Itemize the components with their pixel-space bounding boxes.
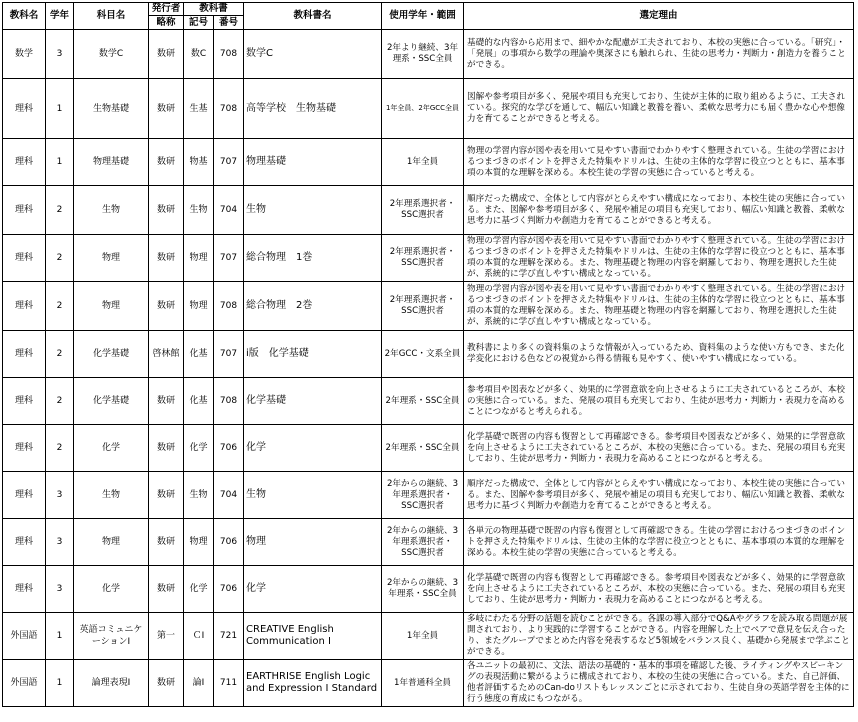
course-cell: 論理表現Ⅰ [74, 660, 149, 707]
grade-cell: 3 [46, 566, 74, 613]
subject-cell: 理科 [3, 425, 46, 472]
number-cell: 707 [214, 139, 244, 186]
scope-cell: 1年普通科全員 [382, 660, 464, 707]
table-row [3, 378, 854, 425]
header-publisher-group: 発行者 [149, 3, 184, 16]
number-cell: 706 [214, 566, 244, 613]
table-row [3, 613, 854, 660]
grade-cell: 2 [46, 235, 74, 282]
number-cell: 708 [214, 282, 244, 331]
code-cell: 生基 [184, 79, 214, 139]
grade-cell: 3 [46, 472, 74, 519]
book-title-cell: 物理 [244, 519, 382, 566]
grade-cell: 2 [46, 331, 74, 378]
subject-cell: 外国語 [3, 660, 46, 707]
header-book-title: 教科書名 [244, 3, 382, 30]
course-cell: 数学C [74, 30, 149, 79]
course-cell: 化学 [74, 425, 149, 472]
publisher-cell: 第一 [149, 613, 184, 660]
publisher-cell: 数研 [149, 425, 184, 472]
grade-cell: 2 [46, 378, 74, 425]
number-cell: 704 [214, 472, 244, 519]
grade-cell: 2 [46, 282, 74, 331]
subject-cell: 理科 [3, 79, 46, 139]
publisher-cell: 数研 [149, 660, 184, 707]
publisher-cell: 数研 [149, 472, 184, 519]
course-cell: 生物 [74, 472, 149, 519]
scope-cell: 2年からの継続、3年理系選択者・SSC選択者 [382, 472, 464, 519]
header-number: 番号 [214, 16, 244, 30]
publisher-cell: 数研 [149, 235, 184, 282]
scope-cell: 1年全員 [382, 613, 464, 660]
scope-cell: 2年理系・SSC全員 [382, 378, 464, 425]
book-title-cell: 生物 [244, 186, 382, 235]
subject-cell: 理科 [3, 519, 46, 566]
publisher-cell: 数研 [149, 79, 184, 139]
table-row [3, 79, 854, 139]
publisher-cell: 数研 [149, 30, 184, 79]
course-cell: 生物基礎 [74, 79, 149, 139]
scope-cell: 2年より継続、3年理系・SSC全員 [382, 30, 464, 79]
reason-cell: 化学基礎で既習の内容も復習として再確認できる。参考項目や図表などが多く、効果的に学習意欲を向上させるように工夫されているところが、本校の実態に合っている。また、発展の項目も充実しており、生徒が思考力・判断力・表現力を高めることにつながると考える。 [464, 566, 854, 613]
book-title-cell: 総合物理 2巻 [244, 282, 382, 331]
course-cell: 物理 [74, 282, 149, 331]
table-row [3, 282, 854, 331]
book-title-cell: i版 化学基礎 [244, 331, 382, 378]
book-title-cell: 化学基礎 [244, 378, 382, 425]
scope-cell: 1年全員、2年GCC全員 [382, 79, 464, 139]
number-cell: 711 [214, 660, 244, 707]
publisher-cell: 啓林館 [149, 331, 184, 378]
code-cell: 生物 [184, 472, 214, 519]
code-cell: 化学 [184, 566, 214, 613]
grade-cell: 1 [46, 660, 74, 707]
grade-cell: 1 [46, 79, 74, 139]
grade-cell: 3 [46, 30, 74, 79]
subject-cell: 理科 [3, 472, 46, 519]
table-row [3, 186, 854, 235]
book-title-cell: 生物 [244, 472, 382, 519]
scope-cell: 1年全員 [382, 139, 464, 186]
header-course: 科目名 [74, 3, 149, 30]
code-cell: 論Ⅰ [184, 660, 214, 707]
reason-cell: 化学基礎で既習の内容も復習として再確認できる。参考項目や図表などが多く、効果的に学習意欲を向上させるように工夫されているところが、本校の実態に合っている。また、発展の項目も充実しており、生徒が思考力・判断力・表現力を高めることにつながると考える。 [464, 425, 854, 472]
course-cell: 化学基礎 [74, 378, 149, 425]
number-cell: 708 [214, 79, 244, 139]
scope-cell: 2年理系選択者・SSC選択者 [382, 186, 464, 235]
reason-cell: 教科書により多くの資料集のような情報が入っているため、資料集のような使い方もでき、また化学変化における色などの視覚から得る情報も見やすく、使いやすい構成になっている。 [464, 331, 854, 378]
book-title-cell: 高等学校 生物基礎 [244, 79, 382, 139]
table-row [3, 30, 854, 79]
book-title-cell: 化学 [244, 425, 382, 472]
number-cell: 721 [214, 613, 244, 660]
code-cell: 生物 [184, 186, 214, 235]
book-title-cell: 物理基礎 [244, 139, 382, 186]
table-row [3, 139, 854, 186]
header-subject: 教科名 [3, 3, 46, 30]
subject-cell: 数学 [3, 30, 46, 79]
grade-cell: 1 [46, 613, 74, 660]
code-cell: ＣⅠ [184, 613, 214, 660]
table-row [3, 235, 854, 282]
reason-cell: 順序だった構成で、全体として内容がとらえやすい構成になっており、本校生徒の実態に合っている。また、図解や参考項目が多く、発展や補足の項目も充実しており、幅広い知識と教養、柔軟な思考力に基づく判断力や創造力を育てることができると考える。 [464, 186, 854, 235]
number-cell: 708 [214, 30, 244, 79]
book-title-cell: 総合物理 1巻 [244, 235, 382, 282]
header-grade: 学年 [46, 3, 74, 30]
book-title-cell: 化学 [244, 566, 382, 613]
scope-cell: 2年からの継続、3年理系・SSC全員 [382, 566, 464, 613]
reason-cell: 物理の学習内容が図や表を用いて見やすい書面でわかりやすく整理されている。生徒の学習におけるつまづきのポイントを押さえた特集やドリルは、生徒の主体的な学習に役立つとともに、基本事項の本質的な理解を深める。また、物理基礎と物理の内容を網羅しており、物理を選択した生徒が、系統的に学び直しやすい構成となっている。 [464, 282, 854, 331]
reason-cell: 基礎的な内容から応用まで、細やかな配慮が工夫されており、本校の実態に合っている。「研究」・「発展」の事項から数学の理論や奥深さにも触れられ、生徒の思考力・判断力・創造力を養うことができる。 [464, 30, 854, 79]
subject-cell: 理科 [3, 139, 46, 186]
header-textbook-group: 教科書 [184, 3, 244, 16]
header-reason: 選定理由 [464, 3, 854, 30]
number-cell: 707 [214, 235, 244, 282]
table-row [3, 472, 854, 519]
subject-cell: 理科 [3, 378, 46, 425]
book-title-cell: CREATIVE English Communication Ⅰ [244, 613, 382, 660]
publisher-cell: 数研 [149, 519, 184, 566]
table-row [3, 425, 854, 472]
code-cell: 化基 [184, 331, 214, 378]
reason-cell: 順序だった構成で、全体として内容がとらえやすい構成になっており、本校生徒の実態に合っている。また、図解や参考項目が多く、発展や補足の項目も充実しており、幅広い知識と教養、柔軟な思考力に基づく判断力や創造力を育てることができると考える。 [464, 472, 854, 519]
subject-cell: 理科 [3, 235, 46, 282]
number-cell: 706 [214, 425, 244, 472]
table-row [3, 519, 854, 566]
reason-cell: 図解や参考項目が多く、発展や項目も充実しており、生徒が主体的に取り組めるように、工夫されている。探究的な学びを通して、幅広い知識と教養を養い、柔軟な思考力にも届く豊かな心や想像力を育てることができると考える。 [464, 79, 854, 139]
table-row [3, 660, 854, 707]
grade-cell: 3 [46, 519, 74, 566]
subject-cell: 理科 [3, 331, 46, 378]
subject-cell: 理科 [3, 186, 46, 235]
course-cell: 生物 [74, 186, 149, 235]
course-cell: 物理基礎 [74, 139, 149, 186]
grade-cell: 1 [46, 139, 74, 186]
reason-cell: 各単元の物理基礎で既習の内容も復習として再確認できる。生徒の学習におけるつまづきのポイントを押さえた特集やドリルは、生徒の主体的な学習に役立つとともに、基本事項の本質的な理解を深める。本校生徒の学習の実態に合っていると考える。 [464, 519, 854, 566]
publisher-cell: 数研 [149, 139, 184, 186]
textbook-selection-table [2, 2, 854, 707]
book-title-cell: EARTHRISE English Logic and Expression Ⅰ Standard [244, 660, 382, 707]
table-row [3, 331, 854, 378]
subject-cell: 理科 [3, 282, 46, 331]
number-cell: 708 [214, 378, 244, 425]
number-cell: 704 [214, 186, 244, 235]
grade-cell: 2 [46, 425, 74, 472]
code-cell: 化基 [184, 378, 214, 425]
publisher-cell: 数研 [149, 378, 184, 425]
book-title-cell: 数学C [244, 30, 382, 79]
scope-cell: 2年理系選択者・SSC選択者 [382, 282, 464, 331]
course-cell: 英語コミュニケーションⅠ [74, 613, 149, 660]
code-cell: 物理 [184, 282, 214, 331]
header-scope: 使用学年・範囲 [382, 3, 464, 30]
course-cell: 物理 [74, 235, 149, 282]
header-publisher-abbr: 略称 [149, 16, 184, 30]
scope-cell: 2年からの継続、3年理系選択者・SSC選択者 [382, 519, 464, 566]
reason-cell: 多岐にわたる分野の話題を読むことができる。各課の導入部分でQ&Aやグラフを読み取る問題が展開されており、より実践的に学習することができる。内容を理解した上でペアで意見を伝え合ったり、またグループでまとめた内容を発表するなど5領域をバランス良く、基礎から発展まで学ぶことができる。 [464, 613, 854, 660]
scope-cell: 2年理系・SSC全員 [382, 425, 464, 472]
header-code: 記号 [184, 16, 214, 30]
code-cell: 化学 [184, 425, 214, 472]
publisher-cell: 数研 [149, 186, 184, 235]
scope-cell: 2年GCC・文系全員 [382, 331, 464, 378]
reason-cell: 参考項目や図表などが多く、効果的に学習意欲を向上させるように工夫されているところが、本校の実態に合っている。また、発展の項目も充実しており、生徒が思考力・判断力・表現力を高めることにつながると考えられる。 [464, 378, 854, 425]
code-cell: 物理 [184, 235, 214, 282]
publisher-cell: 数研 [149, 282, 184, 331]
course-cell: 化学基礎 [74, 331, 149, 378]
number-cell: 706 [214, 519, 244, 566]
reason-cell: 物理の学習内容が図や表を用いて見やすい書面でわかりやすく整理されている。生徒の学習におけるつまづきのポイントを押さえた特集やドリルは、生徒の主体的な学習に役立つとともに、基本事項の本質的な理解を深める。本校生徒の学習の実態に合っていると考える。 [464, 139, 854, 186]
table-row [3, 566, 854, 613]
subject-cell: 理科 [3, 566, 46, 613]
course-cell: 物理 [74, 519, 149, 566]
scope-cell: 2年理系選択者・SSC選択者 [382, 235, 464, 282]
reason-cell: 物理の学習内容が図や表を用いて見やすい書面でわかりやすく整理されている。生徒の学習におけるつまづきのポイントを押さえた特集やドリルは、生徒の主体的な学習に役立つとともに、基本事項の本質的な理解を深める。また、物理基礎と物理の内容を網羅しており、物理を選択した生徒が、系統的に学び直しやすい構成となっている。 [464, 235, 854, 282]
reason-cell: 各ユニットの最初に、文法、語法の基礎的・基本的事項を確認した後、ライティングやスピーキングの表現活動に繋がるように構成されており、本校の生徒の実態に合っている。また、自己評価、他者評価するためのCan-doリストもレッスンごとに示されており、生徒自身の英語学習を主体的に行う態度の育成にもつながる。 [464, 660, 854, 707]
subject-cell: 外国語 [3, 613, 46, 660]
code-cell: 物理 [184, 519, 214, 566]
publisher-cell: 数研 [149, 566, 184, 613]
number-cell: 707 [214, 331, 244, 378]
course-cell: 化学 [74, 566, 149, 613]
code-cell: 物基 [184, 139, 214, 186]
code-cell: 数C [184, 30, 214, 79]
grade-cell: 2 [46, 186, 74, 235]
